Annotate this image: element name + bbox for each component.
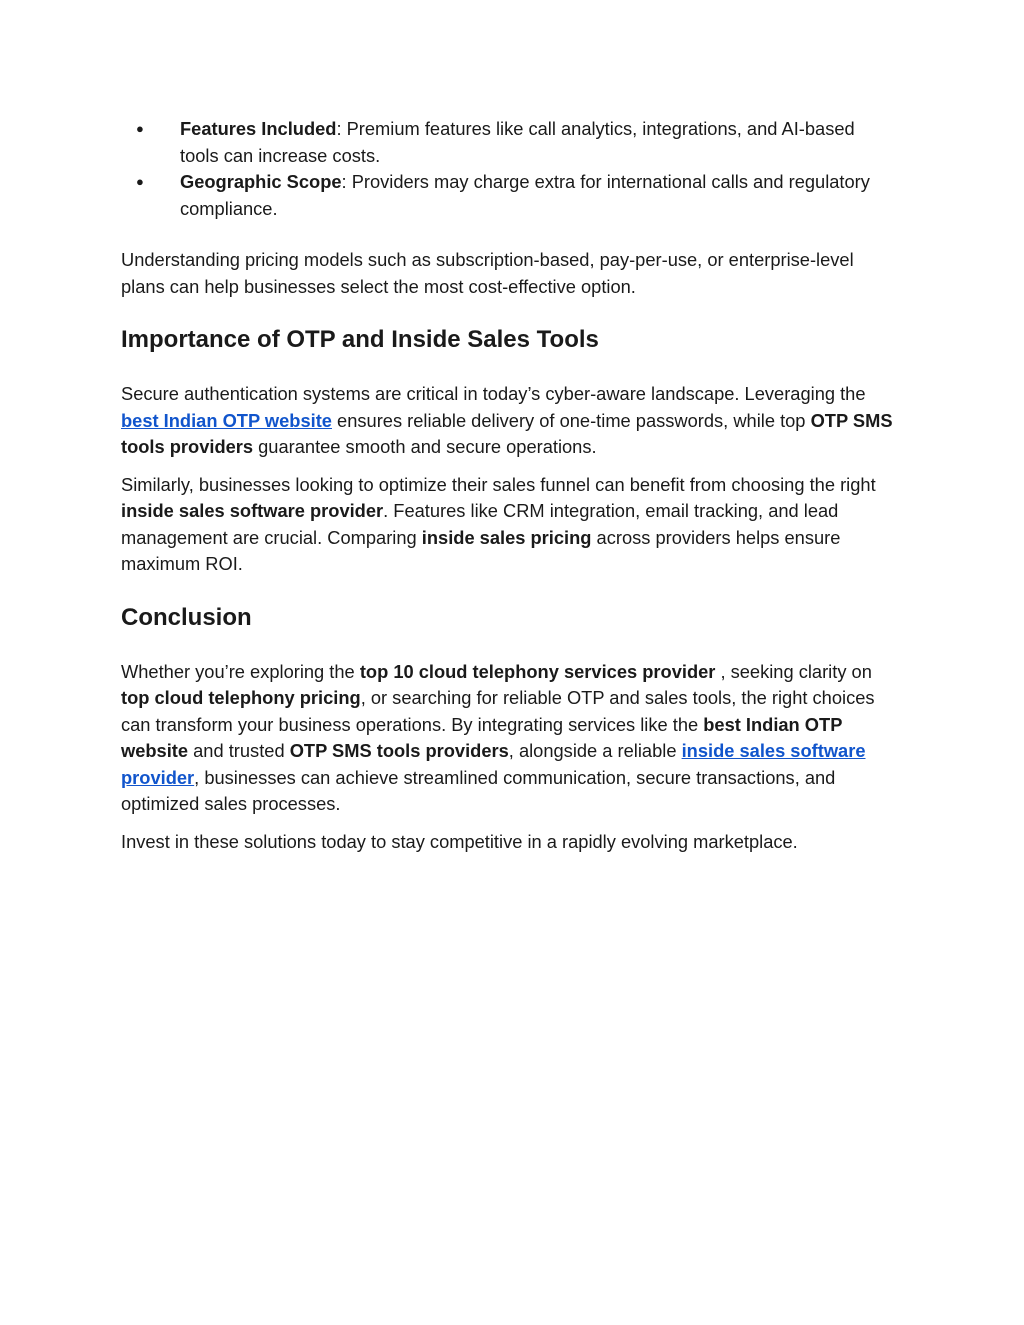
conclusion-paragraph [121,659,896,818]
inside-sales-software-provider-link[interactable]: inside sales software provider [121,740,866,788]
list-item [121,116,896,169]
invest-paragraph: Invest in these solutions today to stay competitive in a rapidly evolving marketplace. [121,830,798,852]
text-run: . Features like CRM integration, email tracking, and lead management are crucial. Comparing [121,500,839,548]
list-item [121,169,896,222]
bold-run: inside sales pricing [421,526,592,548]
best-indian-otp-website-link[interactable]: best Indian OTP website [121,409,332,431]
text-run: across providers helps ensure maximum ROI. [121,526,841,574]
text-run: , or searching for reliable OTP and sales tools, the right choices can transform your business operations. By integrating services like the [121,687,875,735]
secure-auth-paragraph [121,381,896,461]
list-item-text: : Providers may charge extra for international calls and regulatory compliance. [180,171,870,219]
text-run: , businesses can achieve streamlined communication, secure transactions, and optimized sales processes. [121,766,836,814]
list-item-term: Features Included [180,118,337,139]
text-run: guarantee smooth and secure operations. [253,436,597,457]
cost-factors-list [121,116,896,222]
text-run: Similarly, businesses looking to optimize their sales funnel can benefit from choosing the right [121,473,876,495]
text-run: Secure authentication systems are critical in today’s cyber-aware landscape. Leveraging the [121,383,866,404]
list-item-text: : Premium features like call analytics, integrations, and AI-based tools can increase costs. [180,118,855,166]
conclusion-heading: Conclusion [121,603,252,631]
text-run: and trusted [188,740,290,761]
text-run: Whether you’re exploring the [121,660,360,682]
document-page [121,116,896,855]
list-item-term: Geographic Scope [180,171,342,192]
bold-run: top 10 cloud telephony services provider [359,660,716,682]
text-run: , seeking clarity on [715,660,872,682]
bold-run: best Indian OTP website [121,713,843,761]
sales-funnel-paragraph [121,472,896,578]
pricing-paragraph: Understanding pricing models such as subscription-based, pay-per-use, or enterprise-level plans can help businesses select the most cost-effective option. [121,249,854,297]
bold-run: OTP SMS tools providers [121,409,893,457]
bold-run: inside sales software provider [121,500,384,521]
bold-run: top cloud telephony pricing [121,687,361,708]
text-run: ensures reliable delivery of one-time passwords, while top [331,409,811,431]
bullet-icon: ● [136,121,144,136]
importance-heading: Importance of OTP and Inside Sales Tools [121,326,599,353]
bullet-icon: ● [136,174,144,189]
text-run: , alongside a reliable [508,740,682,761]
bold-run: OTP SMS tools providers [289,740,509,761]
